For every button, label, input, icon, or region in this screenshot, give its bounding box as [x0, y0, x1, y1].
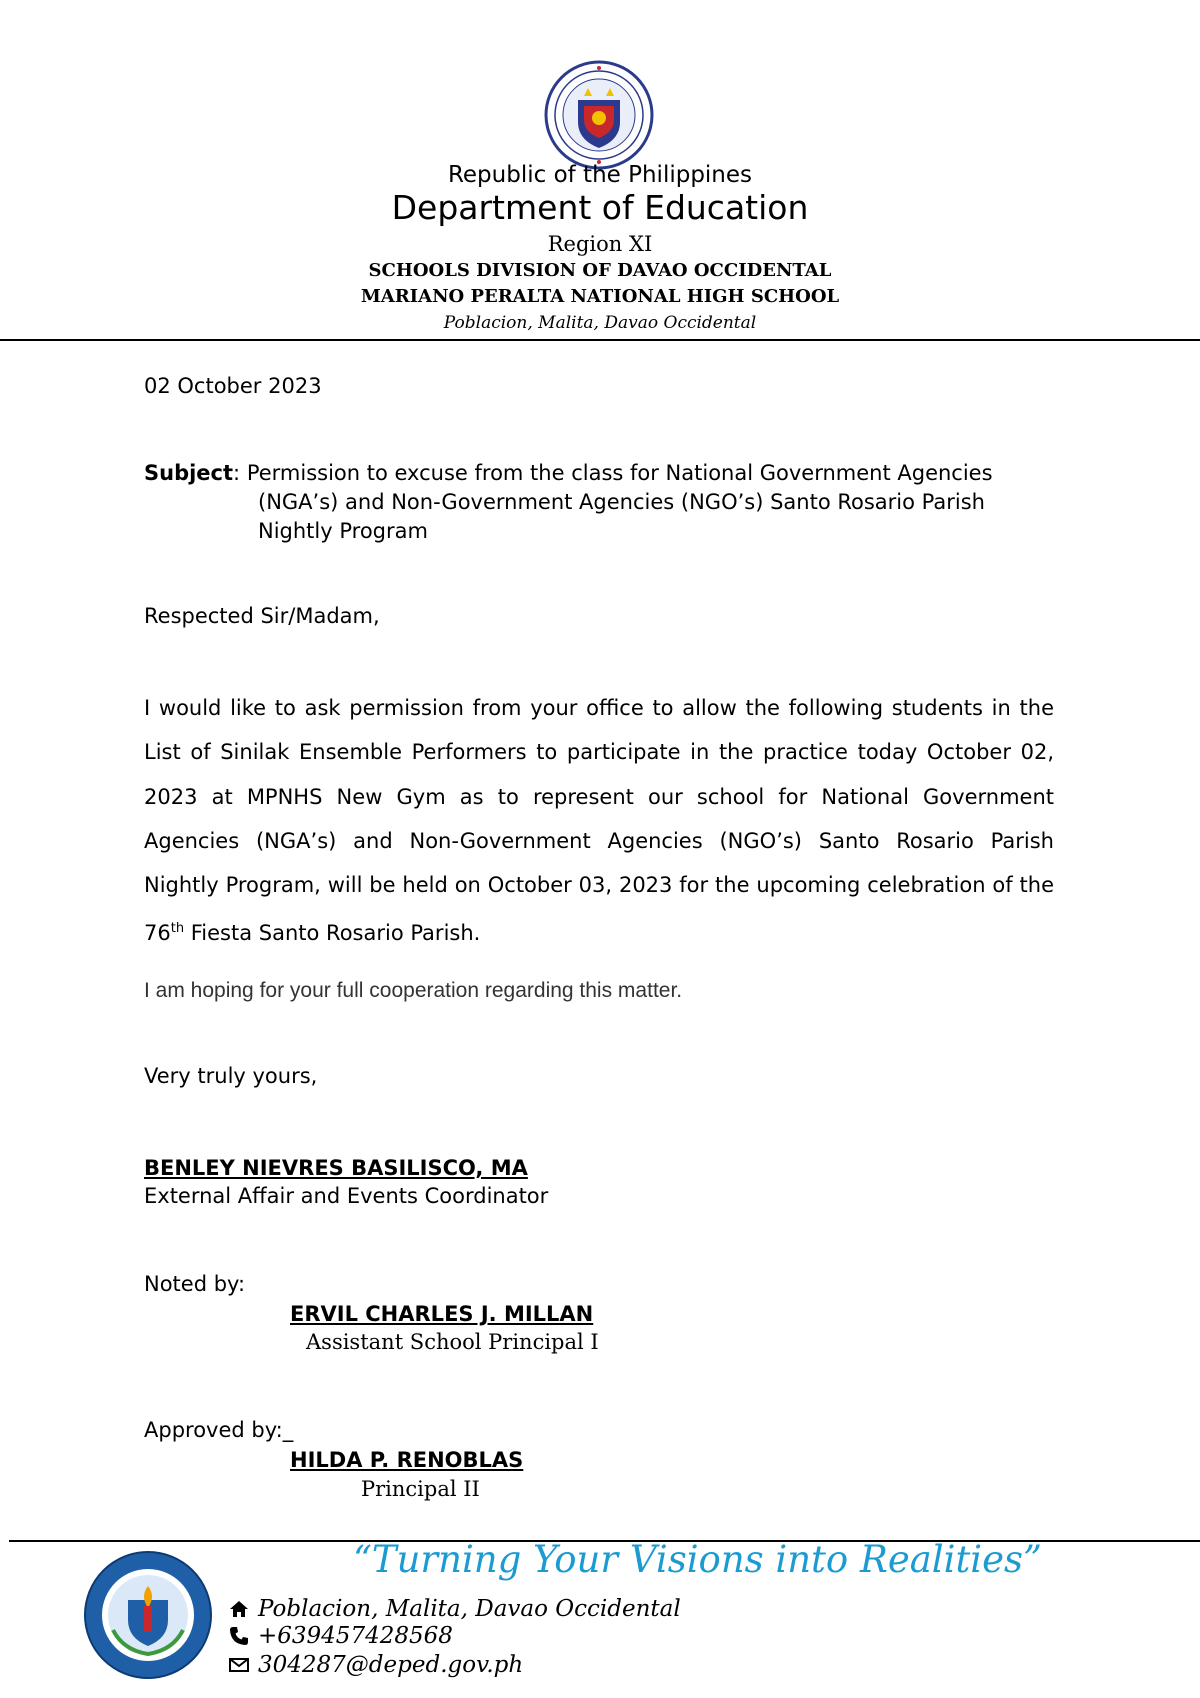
subject-line-3: Nightly Program	[258, 519, 428, 543]
home-icon	[228, 1598, 250, 1620]
subject-colon: :	[233, 461, 247, 485]
approved-name: HILDA P. RENOBLAS	[290, 1448, 524, 1472]
noted-title: Assistant School Principal I	[306, 1330, 599, 1354]
closing: Very truly yours,	[144, 1064, 318, 1088]
salutation: Respected Sir/Madam,	[144, 604, 380, 628]
header-address: Poblacion, Malita, Davao Occidental	[443, 313, 757, 333]
noted-label: Noted by:	[144, 1272, 246, 1296]
subject-line-2: (NGA’s) and Non-Government Agencies (NGO’s) Santo Rosario Parish	[258, 490, 985, 514]
phone-icon	[228, 1625, 250, 1647]
footer-email: 304287@deped.gov.ph	[258, 1652, 524, 1678]
signer-title: External Affair and Events Coordinator	[144, 1184, 549, 1208]
header-school: MARIANO PERALTA NATIONAL HIGH SCHOOL	[360, 286, 840, 307]
letter-body	[144, 686, 1054, 956]
school-logo-icon	[83, 1550, 213, 1680]
footer-address: Poblacion, Malita, Davao Occidental	[258, 1596, 681, 1622]
subject-label: Subject	[144, 461, 234, 485]
letter-date: 02 October 2023	[144, 374, 322, 398]
approved-title: Principal II	[361, 1477, 480, 1501]
footer-email-line	[228, 1652, 523, 1678]
letter-body-end: Fiesta Santo Rosario Parish.	[184, 921, 481, 946]
footer-phone: +639457428568	[258, 1623, 453, 1649]
ordinal-suffix: th	[170, 921, 185, 937]
subject-line-1	[144, 461, 993, 485]
approved-label: Approved by:_	[144, 1418, 294, 1442]
footer-tagline: “Turning Your Visions into Realities”	[353, 1538, 1042, 1581]
deped-seal-icon	[544, 60, 654, 170]
letter-body-main: I would like to ask permission from your office to allow the following students in the List of Sinilak Ensemble Performers to participate in the practice today October 02, 2023 at MPNHS New Gym as to represent our school for National Government Agencies (NGA’s) and Non-Government Agencies (NGO’s) Santo Rosario Parish Nightly Program, will be held on October 03, 2023 for the upcoming celebration of the 76	[144, 696, 1054, 946]
footer-address-line	[228, 1596, 681, 1622]
header-republic: Republic of the Philippines	[447, 162, 753, 188]
subject-text-1: Permission to excuse from the class for National Government Agencies	[246, 461, 993, 485]
header-region: Region XI	[547, 232, 653, 256]
envelope-icon	[228, 1654, 250, 1676]
footer-phone-line	[228, 1623, 453, 1649]
signer-name: BENLEY NIEVRES BASILISCO, MA	[144, 1156, 528, 1180]
header-division: SCHOOLS DIVISION OF DAVAO OCCIDENTAL	[368, 260, 832, 281]
noted-name: ERVIL CHARLES J. MILLAN	[290, 1302, 594, 1326]
cooperation-line: I am hoping for your full cooperation regarding this matter.	[144, 979, 683, 1002]
header-department: Department of Education	[391, 188, 809, 227]
header-divider	[0, 339, 1200, 341]
